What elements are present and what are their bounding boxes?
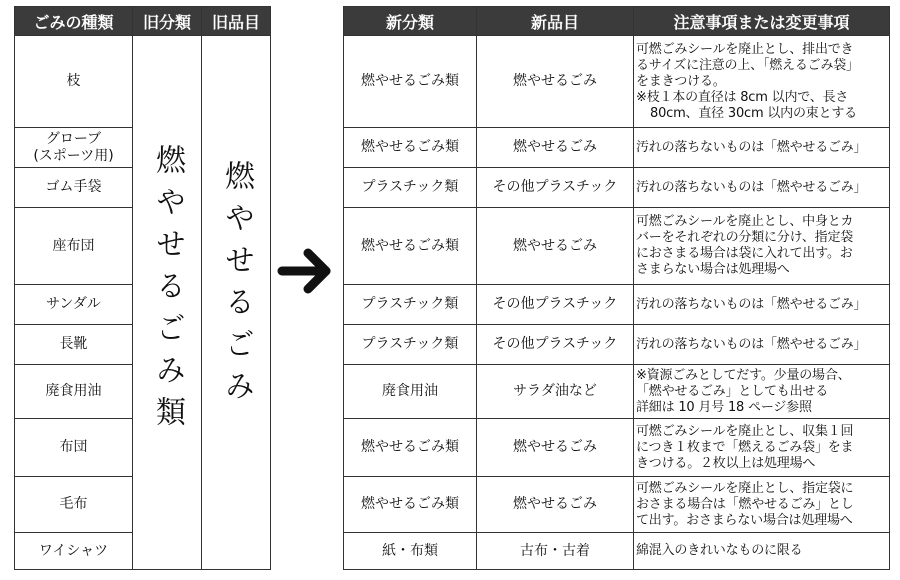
garbage-type-cell: 廃食用油: [15, 365, 133, 419]
new-item-cell: その他プラスチック: [477, 325, 634, 365]
note-line: 汚れの落ちないものは「燃やせるごみ」: [636, 296, 867, 312]
garbage-type-cell: 布団: [15, 419, 133, 477]
note-line: ※枝１本の直径は 8cm 以内で、長さ: [636, 89, 849, 105]
notes-cell: [634, 285, 890, 325]
notes-cell: [634, 208, 890, 285]
note-line: 「燃やせるごみ」としても出せる: [636, 383, 829, 399]
new-table-row: [344, 168, 890, 208]
notes-cell: [634, 128, 890, 168]
note-line: 可燃ごみシールを廃止とし、中身とカ: [636, 214, 854, 229]
right-arrow-icon: [276, 246, 334, 296]
header-old-item: 旧品目: [202, 7, 271, 36]
header-new-item: 新品目: [477, 7, 634, 36]
note-line: バーをそれぞれの分類に分け、指定袋: [636, 230, 854, 245]
notes-cell: [634, 533, 890, 570]
garbage-type-cell: ワイシャツ: [15, 533, 133, 570]
header-new-category: 新分類: [344, 7, 477, 36]
note-line: 汚れの落ちないものは「燃やせるごみ」: [636, 336, 867, 352]
new-item-cell: 燃やせるごみ: [477, 36, 634, 128]
new-category-cell: プラスチック類: [344, 285, 477, 325]
garbage-type-cell: グローブ (スポーツ用): [15, 128, 133, 168]
new-table-row: [344, 128, 890, 168]
old-table-header-row: [15, 7, 271, 36]
garbage-type-cell: サンダル: [15, 285, 133, 325]
new-item-cell: 燃やせるごみ: [477, 208, 634, 285]
note-line: 汚れの落ちないものは「燃やせるごみ」: [636, 179, 867, 195]
note-line: におさまる場合は袋に入れて出す。お: [636, 246, 853, 261]
new-table-row: [344, 533, 890, 570]
new-table-row: [344, 365, 890, 419]
garbage-type-cell: 毛布: [15, 477, 133, 533]
note-line: 可燃ごみシールを廃止とし、排出でき: [636, 41, 854, 57]
new-category-cell: 燃やせるごみ類: [344, 477, 477, 533]
new-category-cell: 紙・布類: [344, 533, 477, 570]
note-line: 綿混入のきれいなものに限る: [636, 543, 803, 558]
garbage-type-cell: 長靴: [15, 325, 133, 365]
note-line: につき１枚まで「燃えるごみ袋」をま: [636, 439, 854, 455]
notes-cell: [634, 325, 890, 365]
new-category-cell: 廃食用油: [344, 365, 477, 419]
note-line: 可燃ごみシールを廃止とし、収集１回: [636, 423, 854, 439]
notes-cell: [634, 168, 890, 208]
garbage-type-cell: 座布団: [15, 208, 133, 285]
note-line: 可燃ごみシールを廃止とし、指定袋に: [636, 480, 854, 496]
note-line: 汚れの落ちないものは「燃やせるごみ」: [636, 139, 867, 155]
new-classification-table: [343, 6, 890, 570]
old-category-cell: [133, 36, 202, 570]
old-item-text: 燃やせるごみ: [219, 159, 254, 412]
new-table-row: [344, 208, 890, 285]
old-category-text: 燃やせるごみ類: [150, 143, 185, 438]
new-category-cell: 燃やせるごみ類: [344, 128, 477, 168]
new-category-cell: プラスチック類: [344, 168, 477, 208]
new-item-cell: 燃やせるごみ: [477, 477, 634, 533]
note-line: をまきつける。: [636, 73, 726, 89]
new-category-cell: 燃やせるごみ類: [344, 208, 477, 285]
old-item-cell: [202, 36, 271, 570]
new-table-row: [344, 477, 890, 533]
note-line: 詳細は 10 月号 18 ページ参照: [636, 399, 812, 415]
note-line: さまらない場合は処理場へ: [636, 262, 790, 277]
notes-cell: [634, 477, 890, 533]
new-table-row: [344, 36, 890, 128]
new-category-cell: 燃やせるごみ類: [344, 36, 477, 128]
header-notes: 注意事項または変更事項: [634, 7, 890, 36]
header-garbage-type: ごみの種類: [15, 7, 133, 36]
note-line: て出す。おさまらない場合は処理場へ: [636, 512, 853, 528]
old-classification-table: [14, 6, 271, 570]
note-line: きつける。２枚以上は処理場へ: [636, 455, 816, 471]
new-table-header-row: [344, 7, 890, 36]
new-category-cell: プラスチック類: [344, 325, 477, 365]
note-line: おさまる場合は「燃やせるごみ」とし: [636, 496, 854, 512]
garbage-type-cell: 枝: [15, 36, 133, 128]
new-table-row: [344, 325, 890, 365]
note-line: 80cm、直径 30cm 以内の束とする: [650, 105, 857, 121]
new-item-cell: 燃やせるごみ: [477, 419, 634, 477]
new-item-cell: 燃やせるごみ: [477, 128, 634, 168]
new-item-cell: 古布・古着: [477, 533, 634, 570]
garbage-type-cell: ゴム手袋: [15, 168, 133, 208]
notes-cell: [634, 365, 890, 419]
new-table-row: [344, 285, 890, 325]
new-table-row: [344, 419, 890, 477]
new-item-cell: その他プラスチック: [477, 285, 634, 325]
note-line: るサイズに注意の上、「燃えるごみ袋」: [636, 57, 859, 73]
note-line: ※資源ごみとしてだす。少量の場合、: [636, 367, 851, 383]
new-category-cell: 燃やせるごみ類: [344, 419, 477, 477]
header-old-category: 旧分類: [133, 7, 202, 36]
new-item-cell: その他プラスチック: [477, 168, 634, 208]
notes-cell: [634, 36, 890, 128]
old-table-row: [15, 36, 271, 128]
new-item-cell: サラダ油など: [477, 365, 634, 419]
notes-cell: [634, 419, 890, 477]
